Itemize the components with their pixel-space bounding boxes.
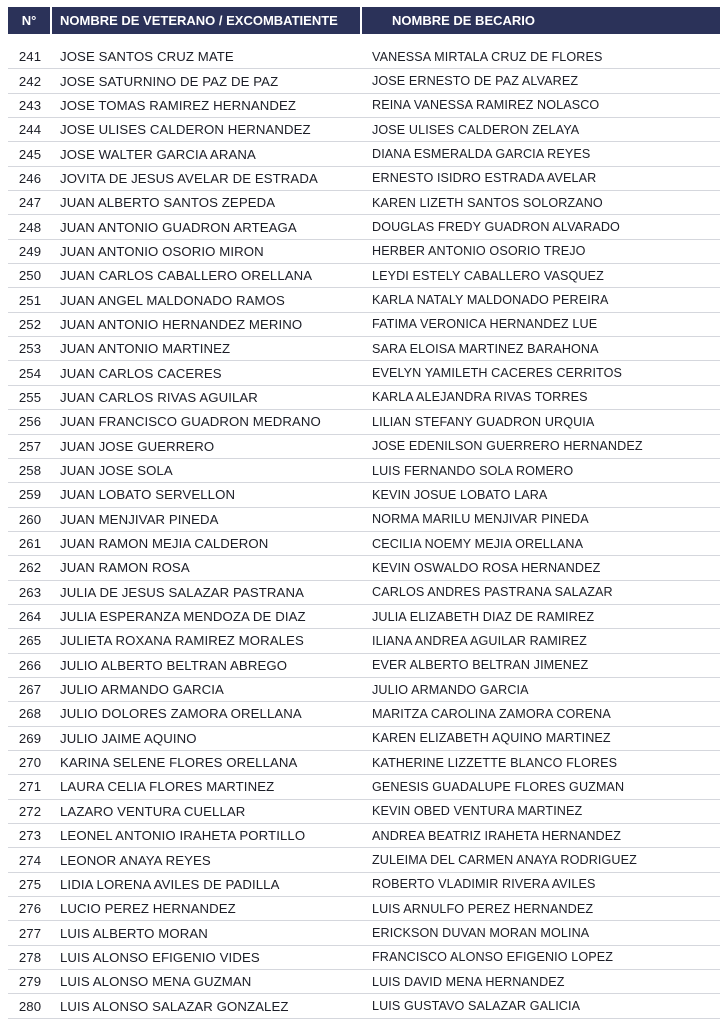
scholar-name: ILIANA ANDREA AGUILAR RAMIREZ — [372, 633, 587, 648]
row-number: 247 — [18, 195, 42, 211]
scholar-name: EVELYN YAMILETH CACERES CERRITOS — [372, 366, 623, 381]
veteran-name: LUIS ALONSO SALAZAR GONZALEZ — [60, 998, 289, 1014]
scholar-name: JOSE ULISES CALDERON ZELAYA — [372, 122, 580, 137]
scholar-name: CARLOS ANDRES PASTRANA SALAZAR — [372, 585, 613, 600]
table-row — [8, 313, 720, 337]
row-number: 278 — [18, 949, 42, 965]
veteran-name: JUAN ANTONIO HERNANDEZ MERINO — [60, 316, 303, 332]
row-number: 244 — [18, 122, 42, 138]
row-number: 252 — [18, 316, 42, 332]
table-row — [8, 946, 720, 970]
scholar-name: LUIS GUSTAVO SALAZAR GALICIA — [372, 999, 581, 1014]
scholar-name: ZULEIMA DEL CARMEN ANAYA RODRIGUEZ — [372, 853, 637, 868]
row-number: 241 — [18, 49, 42, 65]
scholar-name: GENESIS GUADALUPE FLORES GUZMAN — [372, 779, 625, 794]
scholar-name: JOSE ERNESTO DE PAZ ALVAREZ — [372, 74, 579, 89]
veteran-name: JUAN MENJIVAR PINEDA — [60, 511, 219, 527]
veteran-name: JOVITA DE JESUS AVELAR DE ESTRADA — [60, 170, 318, 186]
table-row — [8, 751, 720, 775]
scholar-name: VANESSA MIRTALA CRUZ DE FLORES — [372, 49, 603, 64]
table-row — [8, 167, 720, 191]
row-number: 263 — [18, 584, 42, 600]
table-row — [8, 483, 720, 507]
row-number: 260 — [18, 511, 42, 527]
scholar-name: KEVIN OSWALDO ROSA HERNANDEZ — [372, 560, 601, 575]
table-row — [8, 873, 720, 897]
table-row — [8, 970, 720, 994]
scholar-name: EVER ALBERTO BELTRAN JIMENEZ — [372, 658, 589, 673]
veteran-name: JOSE ULISES CALDERON HERNANDEZ — [60, 122, 311, 138]
row-number: 274 — [18, 852, 42, 868]
scholar-name: FRANCISCO ALONSO EFIGENIO LOPEZ — [372, 950, 614, 965]
table-row — [8, 142, 720, 166]
table-row — [8, 386, 720, 410]
row-number: 258 — [18, 463, 42, 479]
table-row — [8, 118, 720, 142]
scholar-name: LEYDI ESTELY CABALLERO VASQUEZ — [372, 268, 604, 283]
row-number: 242 — [18, 73, 42, 89]
veteran-name: JOSE WALTER GARCIA ARANA — [60, 146, 256, 162]
scholar-name: LUIS FERNANDO SOLA ROMERO — [372, 463, 574, 478]
scholar-name: KATHERINE LIZZETTE BLANCO FLORES — [372, 755, 618, 770]
row-number: 243 — [18, 97, 42, 113]
table-row — [8, 727, 720, 751]
row-number: 273 — [18, 828, 42, 844]
header-number: N° — [8, 7, 52, 34]
veteran-name: JOSE SATURNINO DE PAZ DE PAZ — [60, 73, 279, 89]
veteran-name: LUCIO PEREZ HERNANDEZ — [60, 901, 236, 917]
veteran-name: JUAN ANTONIO OSORIO MIRON — [60, 243, 264, 259]
row-number: 245 — [18, 146, 42, 162]
table-row — [8, 240, 720, 264]
table-row — [8, 508, 720, 532]
table-row — [8, 824, 720, 848]
row-number: 250 — [18, 268, 42, 284]
table-row — [8, 605, 720, 629]
table-row — [8, 45, 720, 69]
scholar-name: ERNESTO ISIDRO ESTRADA AVELAR — [372, 171, 597, 186]
veteran-name: JUAN LOBATO SERVELLON — [60, 487, 236, 503]
table-row — [8, 94, 720, 118]
row-number: 275 — [18, 876, 42, 892]
veteran-name: JULIO JAIME AQUINO — [60, 730, 197, 746]
table-row — [8, 459, 720, 483]
table-row — [8, 654, 720, 678]
scholarship-table — [8, 7, 720, 1019]
table-row — [8, 678, 720, 702]
veteran-name: JUAN ANTONIO MARTINEZ — [60, 341, 231, 357]
scholar-name: KEVIN JOSUE LOBATO LARA — [372, 487, 548, 502]
scholar-name: REINA VANESSA RAMIREZ NOLASCO — [372, 98, 600, 113]
scholar-name: KAREN ELIZABETH AQUINO MARTINEZ — [372, 731, 611, 746]
row-number: 276 — [18, 901, 42, 917]
table-row — [8, 288, 720, 312]
scholar-name: DIANA ESMERALDA GARCIA REYES — [372, 147, 591, 162]
veteran-name: JULIO ALBERTO BELTRAN ABREGO — [60, 657, 288, 673]
row-number: 266 — [18, 657, 42, 673]
veteran-name: JOSE TOMAS RAMIREZ HERNANDEZ — [60, 97, 297, 113]
scholar-name: ERICKSON DUVAN MORAN MOLINA — [372, 926, 590, 941]
row-number: 254 — [18, 365, 42, 381]
row-number: 277 — [18, 925, 42, 941]
veteran-name: JUAN ANGEL MALDONADO RAMOS — [60, 292, 285, 308]
scholar-name: LILIAN STEFANY GUADRON URQUIA — [372, 414, 595, 429]
scholar-name: FATIMA VERONICA HERNANDEZ LUE — [372, 317, 598, 332]
scholar-name: CECILIA NOEMY MEJIA ORELLANA — [372, 536, 584, 551]
veteran-name: JOSE SANTOS CRUZ MATE — [60, 49, 234, 65]
row-number: 261 — [18, 536, 42, 552]
row-number: 271 — [18, 779, 42, 795]
row-number: 257 — [18, 438, 42, 454]
table-row — [8, 775, 720, 799]
table-row — [8, 264, 720, 288]
veteran-name: LEONOR ANAYA REYES — [60, 852, 211, 868]
table-row — [8, 702, 720, 726]
veteran-name: JUAN JOSE GUERRERO — [60, 438, 215, 454]
scholar-name: MARITZA CAROLINA ZAMORA CORENA — [372, 706, 611, 721]
veteran-name: LUIS ALONSO EFIGENIO VIDES — [60, 949, 260, 965]
veteran-name: JULIO ARMANDO GARCIA — [60, 682, 224, 698]
row-number: 255 — [18, 389, 42, 405]
table-row — [8, 921, 720, 945]
veteran-name: JUAN ANTONIO GUADRON ARTEAGA — [60, 219, 297, 235]
row-number: 256 — [18, 414, 42, 430]
veteran-name: LIDIA LORENA AVILES DE PADILLA — [60, 876, 280, 892]
scholar-name: ANDREA BEATRIZ IRAHETA HERNANDEZ — [372, 828, 622, 843]
veteran-name: LAURA CELIA FLORES MARTINEZ — [60, 779, 275, 795]
table-row — [8, 215, 720, 239]
header-veteran-name: NOMBRE DE VETERANO / EXCOMBATIENTE — [52, 7, 362, 34]
veteran-name: JULIO DOLORES ZAMORA ORELLANA — [60, 706, 302, 722]
scholar-name: JOSE EDENILSON GUERRERO HERNANDEZ — [372, 439, 643, 454]
veteran-name: JUAN RAMON MEJIA CALDERON — [60, 536, 269, 552]
scholar-name: ROBERTO VLADIMIR RIVERA AVILES — [372, 877, 596, 892]
scholar-name: JULIO ARMANDO GARCIA — [372, 682, 529, 697]
row-number: 267 — [18, 682, 42, 698]
scholar-name: SARA ELOISA MARTINEZ BARAHONA — [372, 341, 599, 356]
scholar-name: KEVIN OBED VENTURA MARTINEZ — [372, 804, 583, 819]
header-scholar-name: NOMBRE DE BECARIO — [392, 13, 536, 28]
row-number: 248 — [18, 219, 42, 235]
row-number: 249 — [18, 243, 42, 259]
table-row — [8, 337, 720, 361]
scholar-name: LUIS DAVID MENA HERNANDEZ — [372, 974, 565, 989]
veteran-name: LAZARO VENTURA CUELLAR — [60, 803, 246, 819]
table-row — [8, 361, 720, 385]
veteran-name: JUAN CARLOS CABALLERO ORELLANA — [60, 268, 313, 284]
row-number: 272 — [18, 803, 42, 819]
veteran-name: KARINA SELENE FLORES ORELLANA — [60, 755, 298, 771]
table-row — [8, 994, 720, 1018]
veteran-name: JULIA ESPERANZA MENDOZA DE DIAZ — [60, 609, 306, 625]
row-number: 246 — [18, 170, 42, 186]
veteran-name: JUAN CARLOS RIVAS AGUILAR — [60, 389, 258, 405]
row-number: 265 — [18, 633, 42, 649]
veteran-name: JUAN ALBERTO SANTOS ZEPEDA — [60, 195, 276, 211]
row-number: 251 — [18, 292, 42, 308]
veteran-name: JULIETA ROXANA RAMIREZ MORALES — [60, 633, 304, 649]
table-row — [8, 629, 720, 653]
row-number: 270 — [18, 755, 42, 771]
table-row — [8, 191, 720, 215]
row-number: 259 — [18, 487, 42, 503]
table-row — [8, 410, 720, 434]
row-number: 264 — [18, 609, 42, 625]
veteran-name: JULIA DE JESUS SALAZAR PASTRANA — [60, 584, 304, 600]
table-header — [8, 7, 720, 34]
veteran-name: JUAN RAMON ROSA — [60, 560, 190, 576]
table-row — [8, 897, 720, 921]
table-row — [8, 532, 720, 556]
scholar-name: NORMA MARILU MENJIVAR PINEDA — [372, 512, 589, 527]
row-number: 268 — [18, 706, 42, 722]
veteran-name: LUIS ALBERTO MORAN — [60, 925, 208, 941]
table-row — [8, 848, 720, 872]
table-row — [8, 69, 720, 93]
row-number: 279 — [18, 974, 42, 990]
scholar-name: KAREN LIZETH SANTOS SOLORZANO — [372, 195, 603, 210]
row-number: 280 — [18, 998, 42, 1014]
table-row — [8, 556, 720, 580]
scholar-name: HERBER ANTONIO OSORIO TREJO — [372, 244, 586, 259]
veteran-name: JUAN FRANCISCO GUADRON MEDRANO — [60, 414, 321, 430]
scholar-name: KARLA ALEJANDRA RIVAS TORRES — [372, 390, 588, 405]
row-number: 253 — [18, 341, 42, 357]
row-number: 269 — [18, 730, 42, 746]
scholar-name: DOUGLAS FREDY GUADRON ALVARADO — [372, 220, 620, 235]
row-number: 262 — [18, 560, 42, 576]
table-row — [8, 435, 720, 459]
veteran-name: LEONEL ANTONIO IRAHETA PORTILLO — [60, 828, 306, 844]
table-body — [8, 45, 720, 1019]
scholar-name: JULIA ELIZABETH DIAZ DE RAMIREZ — [372, 609, 595, 624]
table-row — [8, 581, 720, 605]
scholar-name: KARLA NATALY MALDONADO PEREIRA — [372, 293, 609, 308]
table-row — [8, 800, 720, 824]
veteran-name: JUAN JOSE SOLA — [60, 463, 173, 479]
scholar-name: LUIS ARNULFO PEREZ HERNANDEZ — [372, 901, 594, 916]
veteran-name: JUAN CARLOS CACERES — [60, 365, 222, 381]
veteran-name: LUIS ALONSO MENA GUZMAN — [60, 974, 252, 990]
